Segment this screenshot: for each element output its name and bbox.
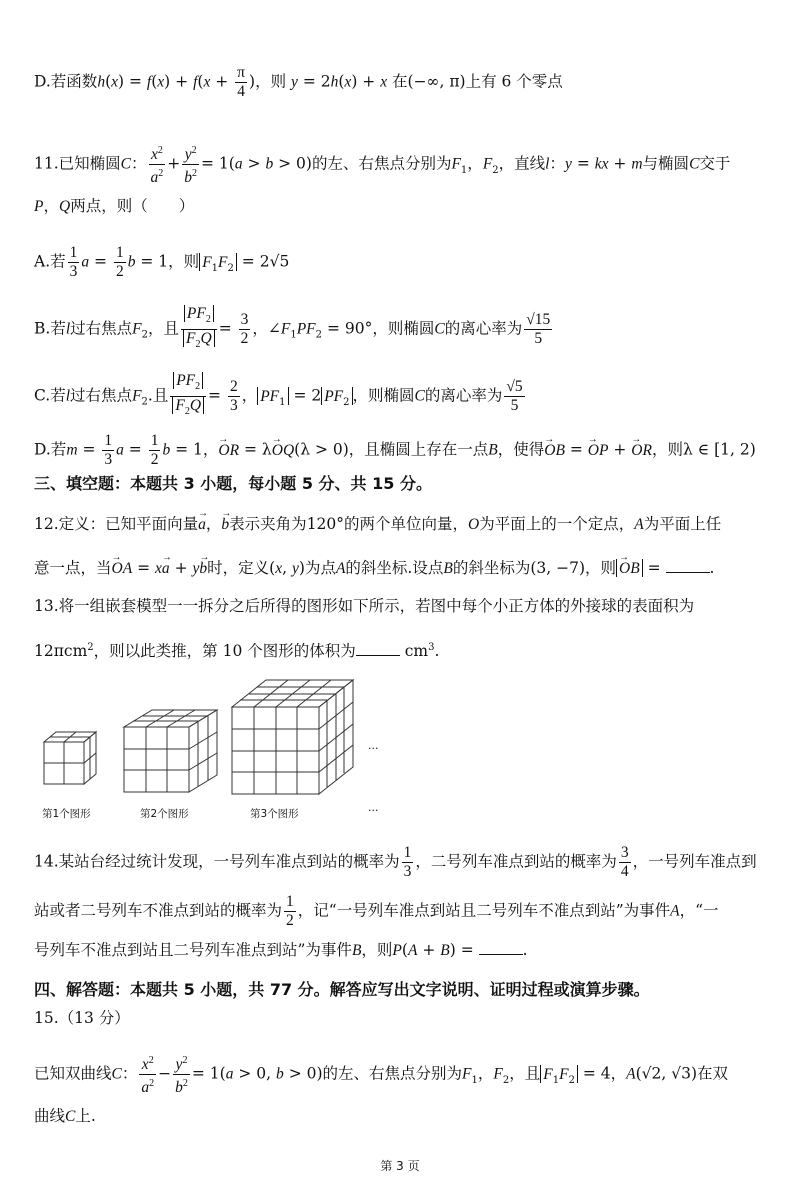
- q11-stem-2: P，Q两点，则（ ）: [34, 197, 195, 215]
- section-4-heading: 四、解答题：本题共 5 小题，共 77 分。解答应写出文字说明、证明过程或演算步骤。: [34, 980, 650, 999]
- figure-1-label: 第1个图形: [42, 808, 91, 820]
- q11-stem: 11.已知椭圆C： $\frac{x^2}{a^2}$ + $\frac{y^2}{b^2}$ = 1(a > b > 0)的左、右焦点分别为$F_1$，$F_2$，直线l：y = kx + m与椭圆C交于: [34, 142, 770, 187]
- q15-line-1: 已知双曲线C： $\frac{x^2}{a^2}$ − $\frac{y^2}{b^2}$ = 1(a > 0, b > 0)的左、右焦点分别为$F_1$，$F_2$，且 $F_1F_2 = 4$，A(√2, √3)在双: [34, 1052, 770, 1097]
- q13-line-1: 13.将一组嵌套模型一一拆分之后所得的图形如下所示，若图中每个小正方体的外接球的表面积为: [34, 597, 695, 615]
- q12-answer-blank[interactable]: [666, 558, 710, 573]
- q11-option-c: C.若l过右焦点$F_2$.且 $\frac{PF_2}{F_2Q}$ = $\frac{2}{3}$ ， $PF_1 = 2$ $PF_2$ ，则椭圆C的离心率为 $\frac{√5}{5}$: [34, 372, 523, 418]
- figure-ellipsis-2: …: [368, 802, 379, 814]
- figure-3-label: 第3个图形: [250, 808, 299, 820]
- q11-option-a: A.若 $\frac{1}{3}$ a = $\frac{1}{2}$ b = 1，则 $F_1F_2 = 2√5$: [34, 244, 290, 280]
- q12-line-1: 12.定义：已知平面向量→ a，→ b表示夹角为120°的两个单位向量，O为平面上的一个定点，A为平面上任: [34, 514, 770, 535]
- q11-option-d: D.若m = $\frac{1}{3}$ a = $\frac{1}{2}$ b = 1，→ OR = λ→ OQ(λ > 0)，且椭圆上存在一点B，使得→ OB = → OP + → OR，则λ ∈ [1, 2): [34, 432, 770, 469]
- cube-diagrams: [34, 672, 394, 822]
- figure-2-label: 第2个图形: [140, 808, 189, 820]
- q15-line-2: 曲线C上.: [34, 1107, 96, 1125]
- q14-answer-blank[interactable]: [479, 940, 523, 955]
- q15-header: 15.（13 分）: [34, 1009, 130, 1027]
- q11-option-b: B.若l过右焦点$F_2$，且 $\frac{PF_2}{F_2Q}$ = $\frac{3}{2}$ ，$\angle F_1PF_2 = 90^\circ$，则椭圆C的离心率为 $\frac{√15}{5}$: [34, 305, 551, 351]
- figure-2-cubes: [124, 710, 217, 792]
- section-3-heading: 三、填空题：本题共 3 小题，每小题 5 分、共 15 分。: [34, 474, 432, 493]
- figure-ellipsis-1: …: [368, 740, 379, 752]
- q13-line-2: 12πcm$^2$，则以此类推，第 10 个图形的体积为 $cm^3$.: [34, 642, 440, 661]
- page-footer: 第 3 页: [380, 1159, 420, 1173]
- figure-1-cubes: [44, 732, 96, 784]
- figure-3-cubes: [232, 680, 353, 794]
- q14-line-3: 号列车不准点到站且二号列车准点到站”为事件B，则P(A + B) = .: [34, 941, 528, 959]
- q12-line-2: 意一点，当→ OA = x→ a + y→ b时，定义(x, y)为点A的斜坐标.设点B的斜坐标为(3, −7)，则→ OB = .: [34, 558, 770, 579]
- q14-line-1: 14.某站台经过统计发现，一号列车准点到站的概率为 $\frac{1}{3}$ ，二号列车准点到站的概率为 $\frac{3}{4}$ ，一号列车准点到: [34, 844, 757, 880]
- q14-line-2: 站或者二号列车不准点到站的概率为 $\frac{1}{2}$ ，记“一号列车准点到站且二号列车不准点到站”为事件A，“一: [34, 893, 719, 929]
- q13-answer-blank[interactable]: [356, 641, 400, 656]
- nested-cubes-figure: [34, 672, 394, 822]
- q10-option-d: D.若函数h(x) = f(x) + f(x + $\frac{\pi}{4}$ )，则 y = 2h(x) + x 在(−∞, π)上有 6 个零点: [34, 64, 563, 100]
